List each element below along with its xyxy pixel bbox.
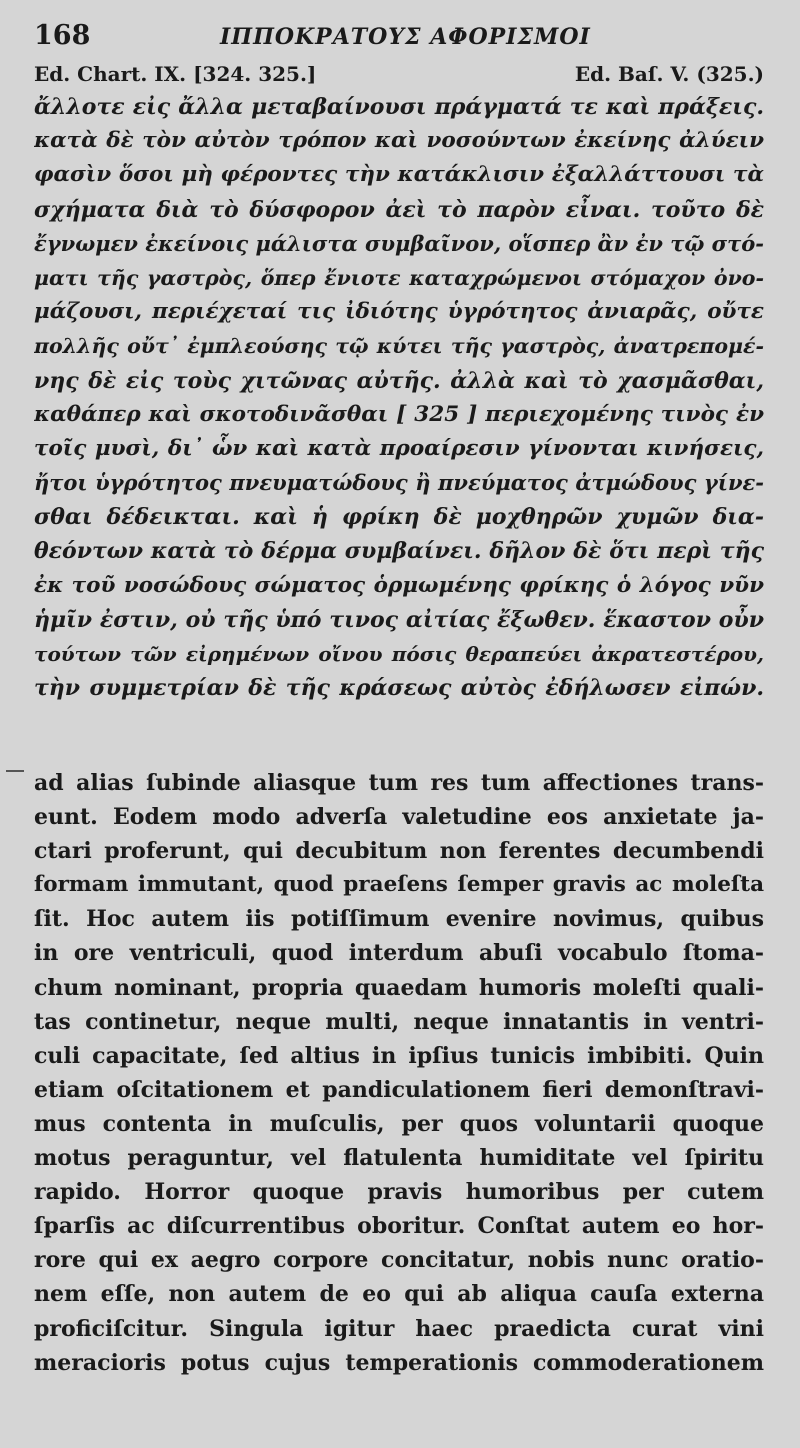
latin-line: ctari proferunt, qui decubitum non ferentes decumbendi — [34, 838, 764, 865]
running-title: ΙΠΠΟΚΡΑΤΟΥΣ ΑΦΟΡΙΣΜΟΙ — [220, 24, 591, 50]
greek-line: σχήματα διὰ τὸ δύσφορον ἀεὶ τὸ παρὸν εἶναι. τοῦτο δὲ — [34, 196, 764, 223]
greek-line: ἡμῖν ἐστιν, οὐ τῆς ὑπό τινος αἰτίας ἔξωθεν. ἕκαστον οὖν — [34, 606, 764, 633]
greek-line: θεόντων κατὰ τὸ δέρμα συμβαίνει. δῆλον δὲ ὅτι περὶ τῆς — [34, 538, 764, 565]
greek-line: σθαι δέδεικται. καὶ ἡ φρίκη δὲ μοχθηρῶν χυμῶν δια- — [34, 504, 764, 531]
latin-line: etiam oſcitationem et pandiculationem fieri demonſtravi- — [34, 1076, 764, 1103]
latin-line: mus contenta in muſculis, per quos voluntarii quoque — [34, 1110, 764, 1137]
latin-line: chum nominant, propria quaedam humoris moleſti quali- — [34, 974, 764, 1001]
greek-text-block — [34, 90, 764, 705]
greek-line: ἤτοι ὑγρότητος πνευματώδους ἢ πνεύματος ἀτμώδους γίνε- — [34, 470, 764, 496]
greek-line: ἔγνωμεν ἐκείνοις μάλιστα συμβαῖνον, οἵσπερ ἂν ἐν τῷ στό- — [34, 230, 764, 256]
latin-line: tas continetur, neque multi, neque innatantis in ventri- — [34, 1008, 764, 1035]
latin-line: nem eſſe, non autem de eo qui ab aliqua cauſa externa — [34, 1281, 764, 1308]
greek-line: τὴν συμμετρίαν δὲ τῆς κράσεως αὐτὸς ἐδήλωσεν εἰπών. — [34, 675, 764, 702]
margin-mark — [6, 770, 24, 772]
greek-line: τοῖς μυσὶ, δι᾽ ὧν καὶ κατὰ προαίρεσιν γίνονται κινήσεις, — [34, 435, 764, 461]
latin-line: eunt. Eodem modo adverſa valetudine eos anxietate ja- — [34, 804, 764, 831]
running-head — [34, 20, 764, 56]
greek-line: νης δὲ εἰς τοὺς χιτῶνας αὐτῆς. ἀλλὰ καὶ τὸ χασμᾶσθαι, — [34, 367, 764, 394]
latin-line: rore qui ex aegro corpore concitatur, nobis nunc oratio- — [34, 1247, 764, 1274]
greek-line: ἄλλοτε εἰς ἄλλα μεταβαίνουσι πράγματά τε καὶ πράξεις. — [34, 94, 764, 120]
latin-line: formam immutant, quod praeſens ſemper gravis ac moleſta — [34, 872, 764, 898]
greek-line: ματι τῆς γαστρὸς, ὅπερ ἔνιοτε καταχρώμενοι στόμαχον ὀνο- — [34, 265, 764, 290]
greek-line: ἐκ τοῦ νοσώδους σώματος ὁρμωμένης φρίκης ὁ λόγος νῦν — [34, 572, 764, 598]
latin-line: rapido. Horror quoque pravis humoribus per cutem — [34, 1179, 764, 1206]
page-number: 168 — [34, 20, 91, 51]
latin-line: meracioris potus cujus temperationis commoderationem — [34, 1349, 764, 1376]
greek-line: μάζουσι, περιέχεταί τις ἰδιότης ὑγρότητος ἀνιαρᾶς, οὔτε — [34, 299, 764, 325]
latin-line: ſit. Hoc autem iis potiſſimum evenire novimus, quibus — [34, 906, 764, 933]
greek-line: τούτων τῶν εἰρημένων οἴνου πόσις θεραπεύει ἀκρατεστέρου, — [34, 642, 764, 666]
edition-reference-line — [34, 62, 764, 92]
latin-line: proficiſcitur. Singula igitur haec praedicta curat vini — [34, 1315, 764, 1342]
edition-reference-left: Ed. Chart. IX. [324. 325.] — [34, 62, 317, 86]
latin-line: in ore ventriculi, quod interdum abuſi vocabulo ſtoma- — [34, 940, 764, 967]
edition-reference-right: Ed. Baſ. V. (325.) — [574, 62, 764, 86]
latin-line: culi capacitate, ſed altius in ipſius tunicis imbibiti. Quin — [34, 1042, 764, 1069]
greek-line: πολλῆς οὔτ᾽ ἐμπλεούσης τῷ κύτει τῆς γαστρὸς, ἀνατρεπομέ- — [34, 334, 764, 359]
latin-line: motus peraguntur, vel flatulenta humiditate vel ſpiritu — [34, 1145, 764, 1172]
greek-line: καθάπερ καὶ σκοτοδινᾶσθαι [ 325 ] περιεχομένης τινὸς ἐν — [34, 401, 764, 427]
greek-line: κατὰ δὲ τὸν αὐτὸν τρόπον καὶ νοσούντων ἐκείνης ἀλύειν — [34, 128, 764, 154]
greek-line: φασὶν ὅσοι μὴ φέροντες τὴν κατάκλισιν ἐξαλλάττουσι τὰ — [34, 162, 764, 188]
latin-text-block — [34, 766, 764, 1380]
latin-line: ſparſis ac diſcurrentibus oboritur. Conſtat autem eo hor- — [34, 1213, 764, 1240]
latin-line: ad alias ſubinde aliasque tum res tum affectiones trans- — [34, 770, 764, 796]
